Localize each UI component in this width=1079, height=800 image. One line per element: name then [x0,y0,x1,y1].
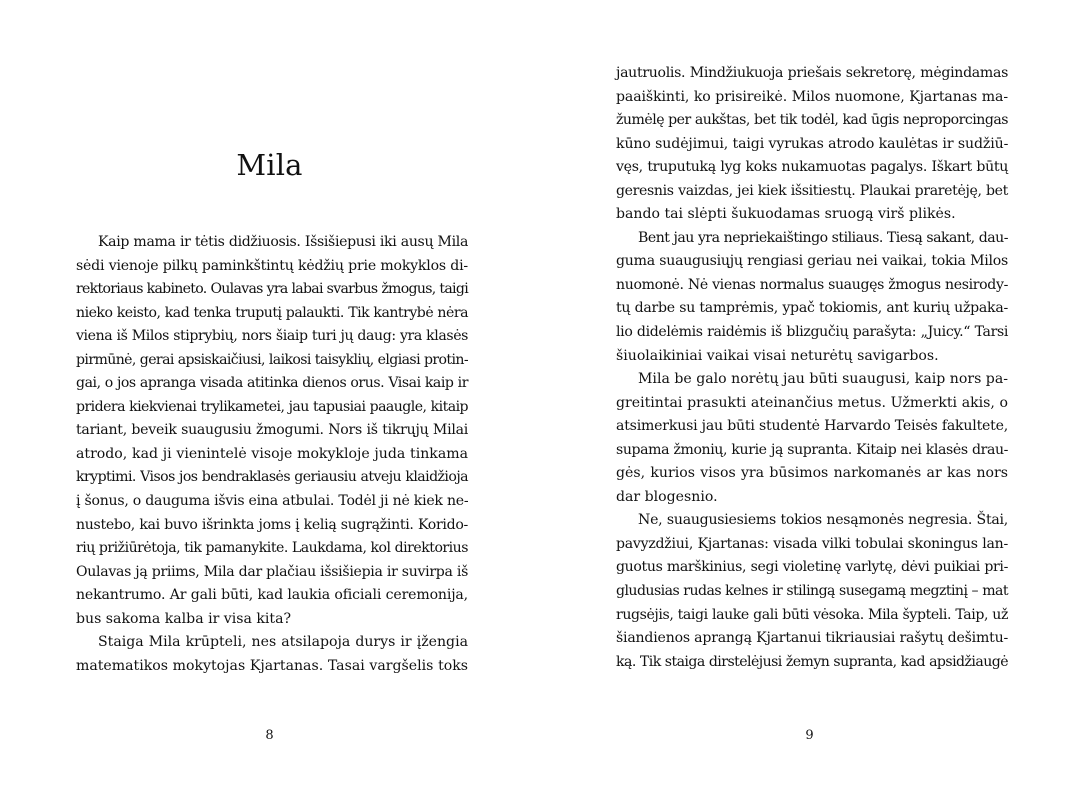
text-line: geresnis vaizdas, jei kiek išsitiestų. Plaukai praretėję, bet [616,182,1008,199]
text-line: dar blogesnio. [616,488,718,505]
text-line: rektoriaus kabineto. Oulavas yra labai svarbus žmogus, taigi [76,281,468,298]
text-line: tariant, beveik suaugusiu žmogumi. Nors iš tikrųjų Milai [76,422,468,439]
text-line: šiandienos aprangą Kjartanui tikriausiai rašytų dešimtu- [616,630,1009,647]
text-line: pavyzdžiui, Kjartanas: visada vilki tobulai skoningus lan- [616,535,1008,552]
text-line: vęs, truputuką lyg koks nukamuotas pagalys. Iškart būtų [616,159,1008,176]
left-page [0,0,539,800]
text-line: gludusias rudas kelnes ir stilingą susegamą megztinį – mat [616,583,1008,600]
text-line: atrodo, kad ji vienintelė visoje mokykloje juda tinkama [76,445,468,462]
text-line: Oulavas ją priims, Mila dar plačiau išsišiepia ir suvirpa iš [76,563,468,580]
text-line: nekantrumo. Ar gali būti, kad laukia oficiali ceremonija, [76,587,468,604]
text-line: guma suaugusiųjų rengiasi geriau nei vaikai, tokia Milos [616,253,1008,270]
right-page-text [616,62,1008,674]
text-line: gės, kurios visos yra būsimos narkomanės ar kas nors [616,465,1008,482]
text-line: bando tai slėpti šukuodamas sruogą virš plikės. [616,206,956,223]
text-line: viena iš Milos stiprybių, nors šiaip turi jų daug: yra klasės [76,328,468,345]
text-line: šiuolaikiniai vaikai visai neturėtų savigarbos. [616,347,939,364]
text-line: lio didelėmis raidėmis iš blizgučių parašyta: „Juicy.“ Tarsi [616,324,1008,341]
text-line: supama žmonių, kurie ją supranta. Kitaip nei klasės drau- [616,441,1008,458]
text-line: Staiga Mila krūpteli, nes atsilapoja durys ir įžengia [98,634,468,651]
text-line: nuomonė. Nė vienas normalus suaugęs žmogus nesirody- [616,276,1008,293]
text-line: atsimerkusi jau būti studentė Harvardo Teisės fakultete, [616,418,1009,435]
text-line: ką. Tik staiga dirstelėjusi žemyn supranta, kad apsidžiaugė [616,653,1008,670]
text-line: Ne, suaugusiesiems tokios nesąmonės negresia. Štai, [638,512,1008,529]
text-line: Bent jau yra nepriekaištingo stiliaus. Tiesą sakant, dau- [638,229,1008,246]
chapter-title: Mila [236,148,303,182]
text-line: paaiškinti, ko prisireikė. Milos nuomone, Kjartanas ma- [616,88,1008,105]
text-line: greitintai prasukti ateinančius metus. Užmerkti akis, o [616,394,1008,411]
text-line: Mila be galo norėtų jau būti suaugusi, kaip nors pa- [638,371,1008,388]
text-line: matematikos mokytojas Kjartanas. Tasai vargšelis toks [76,657,468,674]
text-line: guotus marškinius, segi violetinę varlytę, dėvi puikiai pri- [616,559,1008,576]
text-line: į šonus, o dauguma išvis eina atbulai. Todėl ji nė kiek ne- [76,493,469,510]
right-page [540,0,1079,800]
left-page-text [76,231,468,678]
page-number-right: 9 [805,728,814,743]
text-line: rių prižiūrėtoja, tik pamanykite. Laukdama, kol direktorius [76,540,468,557]
text-line: sėdi vienoje pilkų paminkštintų kėdžių prie mokyklos di- [76,257,468,274]
text-line: kūno sudėjimui, taigi vyrukas atrodo kaulėtas ir sudžiū- [616,135,1009,152]
page-number-left: 8 [265,728,274,743]
text-line: rugsėjis, taigi lauke gali būti vėsoka. Mila šypteli. Taip, už [616,606,1008,623]
text-line: gai, o jos apranga visada atitinka dienos orus. Visai kaip ir [76,375,468,392]
text-line: bus sakoma kalba ir visa kita? [76,610,292,627]
text-line: žumėlę per aukštas, bet tik todėl, kad ūgis neproporcingas [616,112,1008,129]
text-line: nustebo, kai buvo išrinkta joms į kelią sugrąžinti. Korido- [76,516,468,533]
text-line: pirmūnė, gerai apsiskaičiusi, laikosi taisyklių, elgiasi protin- [76,351,468,368]
text-line: tų darbe su tamprėmis, ypač tokiomis, ant kurių užpaka- [616,300,1008,317]
text-line: kryptimi. Visos jos bendraklasės geriausiu atveju klaidžioja [76,469,468,486]
text-line: pridera kiekvienai trylikametei, jau tapusiai paaugle, kitaip [76,398,468,415]
text-line: nieko keisto, kad tenka truputį palaukti. Tik kantrybė nėra [76,304,468,321]
text-line: jautruolis. Mindžiukuoja priešais sekretorę, mėgindamas [616,65,1008,81]
text-line: Kaip mama ir tėtis didžiuosis. Išsišiepusi iki ausų Mila [98,234,468,250]
